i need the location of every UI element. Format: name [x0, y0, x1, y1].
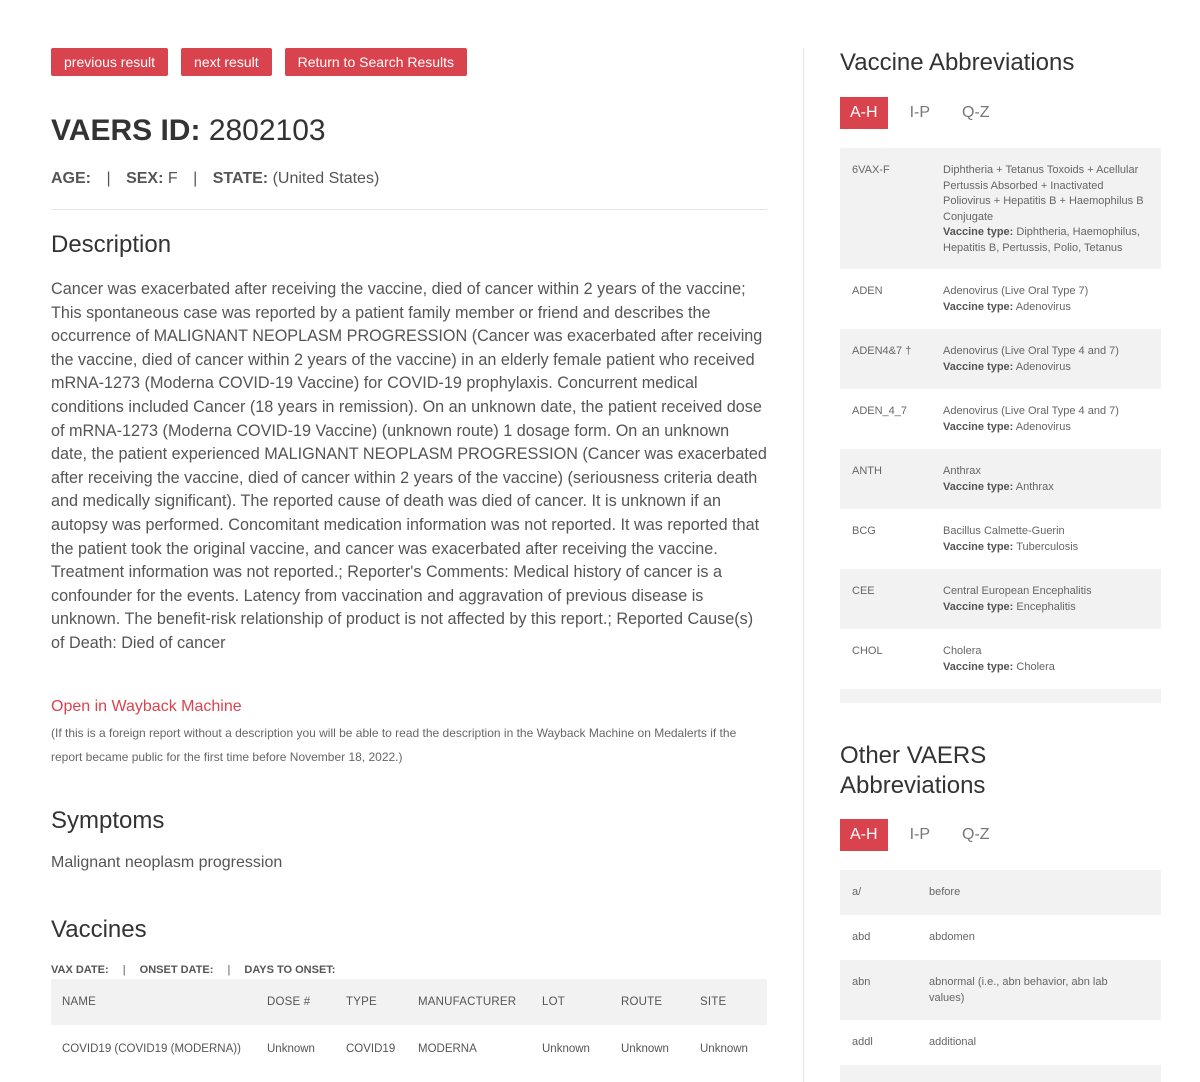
abbr-code: ADEN4&7 † — [852, 345, 912, 357]
abbr-type — [943, 540, 1161, 556]
abbr-name: Anthrax — [943, 465, 981, 477]
vaccine-type-label: Vaccine type: — [943, 226, 1014, 238]
abbr-code: ADEN — [852, 285, 883, 297]
list-item — [840, 389, 1161, 449]
vaccine-abbr-tabs — [840, 97, 1012, 129]
tab-other-a-h[interactable]: A-H — [840, 819, 888, 851]
symptoms-text: Malignant neoplasm progression — [51, 854, 283, 871]
abbr-code: a/ — [852, 885, 862, 898]
column-header-manufacturer: MANUFACTURER — [407, 979, 531, 1025]
vaccines-heading: Vaccines — [51, 916, 147, 943]
abbr-code: abn — [852, 976, 871, 988]
vaccine-type-value: Cholera — [1016, 660, 1055, 673]
abbr-description — [943, 524, 1161, 569]
abbr-name: Adenovirus (Live Oral Type 7) — [943, 285, 1089, 297]
abbr-type — [943, 600, 1161, 616]
vaccine-type-label: Vaccine type: — [943, 300, 1014, 313]
tab-vaccine-i-p[interactable]: I-P — [909, 104, 931, 121]
tab-vaccine-q-z[interactable]: Q-Z — [962, 104, 990, 121]
return-to-search-results-button[interactable]: Return to Search Results — [285, 48, 467, 76]
cell-dose: Unknown — [267, 1043, 315, 1055]
meta-separator: | — [122, 964, 126, 976]
list-item — [840, 509, 1161, 569]
abbr-code: 6VAX-F — [852, 164, 890, 176]
abbr-code: abd — [852, 930, 871, 943]
column-header-route: ROUTE — [610, 979, 689, 1025]
divider — [51, 209, 767, 210]
vaccine-abbreviations-heading: Vaccine Abbreviations — [840, 49, 1075, 76]
result-navigation — [51, 48, 767, 76]
abbr-type — [943, 360, 1161, 376]
vaccine-type-label: Vaccine type: — [943, 540, 1014, 553]
vaers-id-label: VAERS ID: — [51, 114, 201, 147]
description-heading: Description — [51, 231, 172, 258]
vaccine-table — [51, 979, 767, 1073]
vaers-id-value: 2802103 — [208, 114, 326, 147]
vaccine-abbr-list[interactable] — [840, 148, 1161, 703]
abbr-description — [943, 464, 1161, 509]
meta-separator: | — [227, 964, 231, 976]
other-abbr-list[interactable] — [840, 870, 1161, 1082]
vaccine-type-label: Vaccine type: — [943, 480, 1014, 493]
vaccine-dates — [51, 964, 335, 976]
abbr-code: CHOL — [852, 645, 883, 657]
next-result-button[interactable]: next result — [181, 48, 272, 76]
abbr-code: CEE — [852, 585, 875, 597]
vaccine-type-label: Vaccine type: — [943, 420, 1014, 433]
abbr-code: addl — [852, 1035, 873, 1048]
abbr-code: BCG — [852, 525, 876, 537]
abbr-name: Central European Encephalitis — [943, 585, 1092, 597]
onset-date-label: ONSET DATE: — [139, 964, 214, 976]
list-item — [840, 870, 1161, 915]
column-divider — [803, 48, 804, 1082]
page-title — [51, 114, 326, 148]
abbr-name: Diphtheria + Tetanus Toxoids + Acellular Pertussis Absorbed + Inactivated Poliovirus + Hepatitis B + Haemophilus B Conjugate — [943, 164, 1144, 223]
list-item — [840, 269, 1161, 329]
cell-name: COVID19 (COVID19 (MODERNA)) — [62, 1043, 241, 1055]
abbr-code: ANTH — [852, 465, 882, 477]
table-header-row — [51, 979, 767, 1025]
vax-date-label: VAX DATE: — [51, 964, 109, 976]
list-item — [840, 148, 1161, 269]
previous-result-button[interactable]: previous result — [51, 48, 168, 76]
other-abbr-heading-line2: Abbreviations — [840, 772, 986, 799]
abbr-name: Bacillus Calmette-Guerin — [943, 525, 1065, 537]
other-abbr-heading-line1: Other VAERS — [840, 742, 987, 769]
meta-separator: | — [193, 170, 198, 187]
list-item — [840, 629, 1161, 689]
column-header-type: TYPE — [335, 979, 407, 1025]
list-item — [840, 960, 1161, 1020]
list-item — [840, 329, 1161, 389]
column-header-dose: DOSE # — [256, 979, 335, 1025]
sex-label: SEX: — [126, 170, 164, 187]
vaccine-type-value: Anthrax — [1015, 480, 1054, 493]
description-text: Cancer was exacerbated after receiving the vaccine, died of cancer within 2 years of the vaccine; This spontaneous case was reported by a patient family member or friend and describes the occurrence of MALIGNANT NEOPLASM PROGRESSION (Cancer was exacerbated after receiving the vaccine, died of cancer within 2 years of the vaccine) in an elderly female patient who received mRNA-1273 (Moderna COVID-19 Vaccine) for COVID-19 prophylaxis. Concurrent medical conditions included Cancer (18 years in remission). On an unknown date, the patient received dose of mRNA-1273 (Moderna COVID-19 Vaccine) (unknown route) 1 dosage form. On an unknown date, the patient experienced MALIGNANT NEOPLASM PROGRESSION (Cancer was exacerbated after receiving the vaccine, died of cancer within 2 years of the vaccine) (seriousness criteria death and medically significant). The reported cause of death was died of cancer. It is unknown if an autopsy was performed. Concomitant medication information was not reported. It was reported that the patient took the original vaccine, and cancer was exacerbated after receiving the vaccine. Treatment information was not reported.; Reporter's Comments: Medical history of cancer is a confounder for the events. Latency from vaccination and aggravation of previous disease is unknown. The benefit-risk relationship of product is not affected by this report.; Reported Cause(s) of Death: Died of cancer — [51, 280, 767, 652]
abbr-description — [943, 163, 1161, 269]
sex-value: F — [167, 170, 178, 187]
list-item — [840, 1020, 1161, 1065]
meta-separator: | — [106, 170, 111, 187]
state-label: STATE: — [212, 170, 269, 187]
vaccine-type-value: Adenovirus — [1015, 420, 1071, 433]
abbr-meaning: before — [929, 885, 961, 898]
age-label: AGE: — [51, 170, 91, 187]
column-header-site: SITE — [689, 979, 767, 1025]
abbr-meaning: abdomen — [929, 930, 975, 943]
abbr-description — [943, 284, 1161, 329]
wayback-machine-link[interactable]: Open in Wayback Machine — [51, 698, 242, 715]
days-to-onset-label: DAYS TO ONSET: — [244, 964, 336, 976]
tab-other-i-p[interactable]: I-P — [909, 826, 931, 843]
cell-route: Unknown — [621, 1043, 669, 1055]
abbr-type — [943, 420, 1161, 436]
abbr-type — [943, 480, 1161, 496]
vaccine-type-value: Encephalitis — [1016, 600, 1076, 613]
column-header-name: NAME — [51, 979, 256, 1025]
abbr-type — [943, 300, 1161, 316]
list-item — [840, 569, 1161, 629]
abbr-meaning: additional — [929, 1035, 977, 1048]
patient-meta — [51, 170, 379, 188]
vaccine-type-label: Vaccine type: — [943, 360, 1014, 373]
vaccine-type-label: Vaccine type: — [943, 600, 1014, 613]
symptoms-heading: Symptoms — [51, 807, 165, 834]
abbr-meaning: abnormal (i.e., abn behavior, abn lab values) — [929, 976, 1108, 1004]
abbr-type — [943, 225, 1147, 256]
list-item — [840, 689, 1161, 703]
abbr-description — [943, 644, 1161, 689]
report-main — [51, 48, 767, 1055]
cell-lot: Unknown — [542, 1043, 590, 1055]
abbr-description — [943, 404, 1161, 449]
tab-other-q-z[interactable]: Q-Z — [962, 826, 990, 843]
cell-type: COVID19 — [346, 1043, 396, 1055]
vaccine-type-value: Tuberculosis — [1016, 540, 1079, 553]
other-abbreviations-heading — [840, 741, 986, 801]
list-item — [840, 1065, 1161, 1082]
abbr-type — [943, 660, 1161, 676]
other-abbr-tabs — [840, 819, 1012, 851]
vaccine-type-value: Diphtheria, Haemophilus, Hepatitis B, Pertussis, Polio, Tetanus — [943, 226, 1140, 254]
table-row — [51, 1025, 767, 1073]
column-header-lot: LOT — [531, 979, 610, 1025]
state-value: (United States) — [272, 170, 380, 187]
wayback-note: (If this is a foreign report without a description you will be able to read the description in the Wayback Machine on Medalerts if the report became public for the first time before November 18, 2022.) — [51, 726, 737, 764]
abbr-name: Adenovirus (Live Oral Type 4 and 7) — [943, 405, 1119, 417]
abbr-description — [943, 344, 1161, 389]
list-item — [840, 449, 1161, 509]
cell-site: Unknown — [700, 1043, 748, 1055]
tab-vaccine-a-h[interactable]: A-H — [840, 97, 888, 129]
cell-manufacturer: MODERNA — [418, 1043, 477, 1055]
vaccine-type-value: Adenovirus — [1015, 360, 1071, 373]
vaccine-type-label: Vaccine type: — [943, 660, 1014, 673]
list-item — [840, 915, 1161, 960]
abbr-name: Adenovirus (Live Oral Type 4 and 7) — [943, 345, 1119, 357]
abbr-code: ADEN_4_7 — [852, 405, 908, 417]
vaccine-type-value: Adenovirus — [1015, 300, 1071, 313]
abbr-name: Cholera — [943, 645, 982, 657]
abbr-description — [943, 584, 1161, 629]
